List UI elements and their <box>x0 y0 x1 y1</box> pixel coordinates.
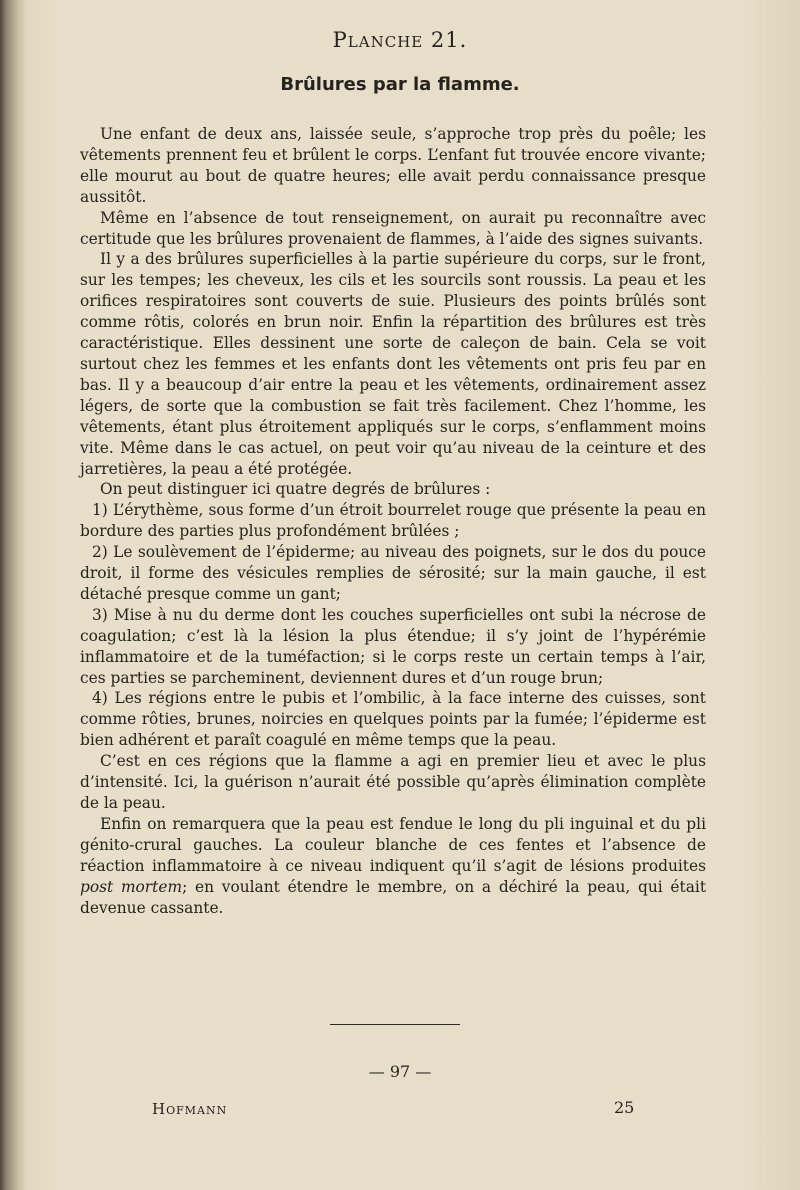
paragraph: Il y a des brûlures superficielles à la partie supérieure du corps, sur le front, sur les tempes; les cheveux, les cils et les sourcils sont roussis. La peau et les orifices respiratoires sont couverts de suie. Plusieurs des points brûlés sont comme rôtis, colorés en brun noir. Enfin la répartition des brûlures est très caractéristique. Elles dessinent une sorte de caleçon de bain. Cela se voit surtout chez les femmes et les enfants dont les vêtements ont pris feu par en bas. Il y a beaucoup d’air entre la peau et les vêtements, ordinairement assez légers, de sorte que la combustion se fait très facilement. Chez l’homme, les vêtements, étant plus étroitement appliqués sur le corps, s’enflamment moins vite. Même dans le cas actuel, on peut voir qu’au niveau de la ceinture et des jarretières, la peau a été protégée. <box>80 250 706 478</box>
plate-header: Planche 21. <box>332 28 468 52</box>
paragraph-last <box>80 814 706 919</box>
italic-term: post mortem <box>80 877 183 896</box>
page-title: Brûlures par la flamme. <box>280 74 520 95</box>
plate-number: 25 <box>614 1098 635 1117</box>
paragraph: C’est en ces régions que la flamme a agi en premier lieu et avec le plus d’intensité. Ici, la guérison n’aurait été possible qu’après élimination complète de la peau. <box>80 752 706 812</box>
list-item: 3) Mise à nu du derme dont les couches superficielles ont subi la nécrose de coagulation; c’est là la lésion la plus étendue; il s’y joint de l’hypérémie inflammatoire et de la tuméfaction; si le corps reste un certain temps à l’air, ces parties se parcheminent, deviennent dures et d’un rouge brun; <box>80 605 706 687</box>
book-spine-edge <box>0 0 26 1190</box>
list-item: 1) L’érythème, sous forme d’un étroit bourrelet rouge que présente la peau en bordure des parties plus profondément brûlées ; <box>80 501 706 541</box>
page-number: — 97 — <box>368 1062 432 1081</box>
body-text <box>80 124 706 918</box>
paragraph: Même en l’absence de tout renseignement, on aurait pu reconnaître avec certitude que les brûlures provenaient de flammes, à l’aide des signes suivants. <box>80 208 706 248</box>
text-run: Enfin on remarquera que la peau est fendue le long du pli inguinal et du pli génito-crural gauches. La couleur blanche de ces fentes et l’absence de réaction inflammatoire à ce niveau indiquent qu’il s’agit de lésions produites <box>80 814 706 875</box>
list-item: 4) Les régions entre le pubis et l’ombilic, à la face interne des cuisses, sont comme rôties, brunes, noircies en quelques points par la fumée; l’épiderme est bien adhérent et paraît coagulé en même temps que la peau. <box>80 689 706 750</box>
paragraph: On peut distinguer ici quatre degrés de brûlures : <box>100 480 491 499</box>
text-run: ; en voulant étendre le membre, on a déchiré la peau, qui était devenue cassante. <box>80 877 706 917</box>
author-name: Hofmann <box>152 1100 228 1118</box>
list-item: 2) Le soulèvement de l’épiderme; au niveau des poignets, sur le dos du pouce droit, il forme des vésicules remplies de sérosité; sur la main gauche, il est détaché presque comme un gant; <box>80 543 706 603</box>
paragraph: Une enfant de deux ans, laissée seule, s’approche trop près du poêle; les vêtements prennent feu et brûlent le corps. L’enfant fut trouvée encore vivante; elle mourut au bout de quatre heures; elle avait perdu connaissance presque aussitôt. <box>80 125 706 206</box>
separator-rule <box>330 1024 460 1025</box>
